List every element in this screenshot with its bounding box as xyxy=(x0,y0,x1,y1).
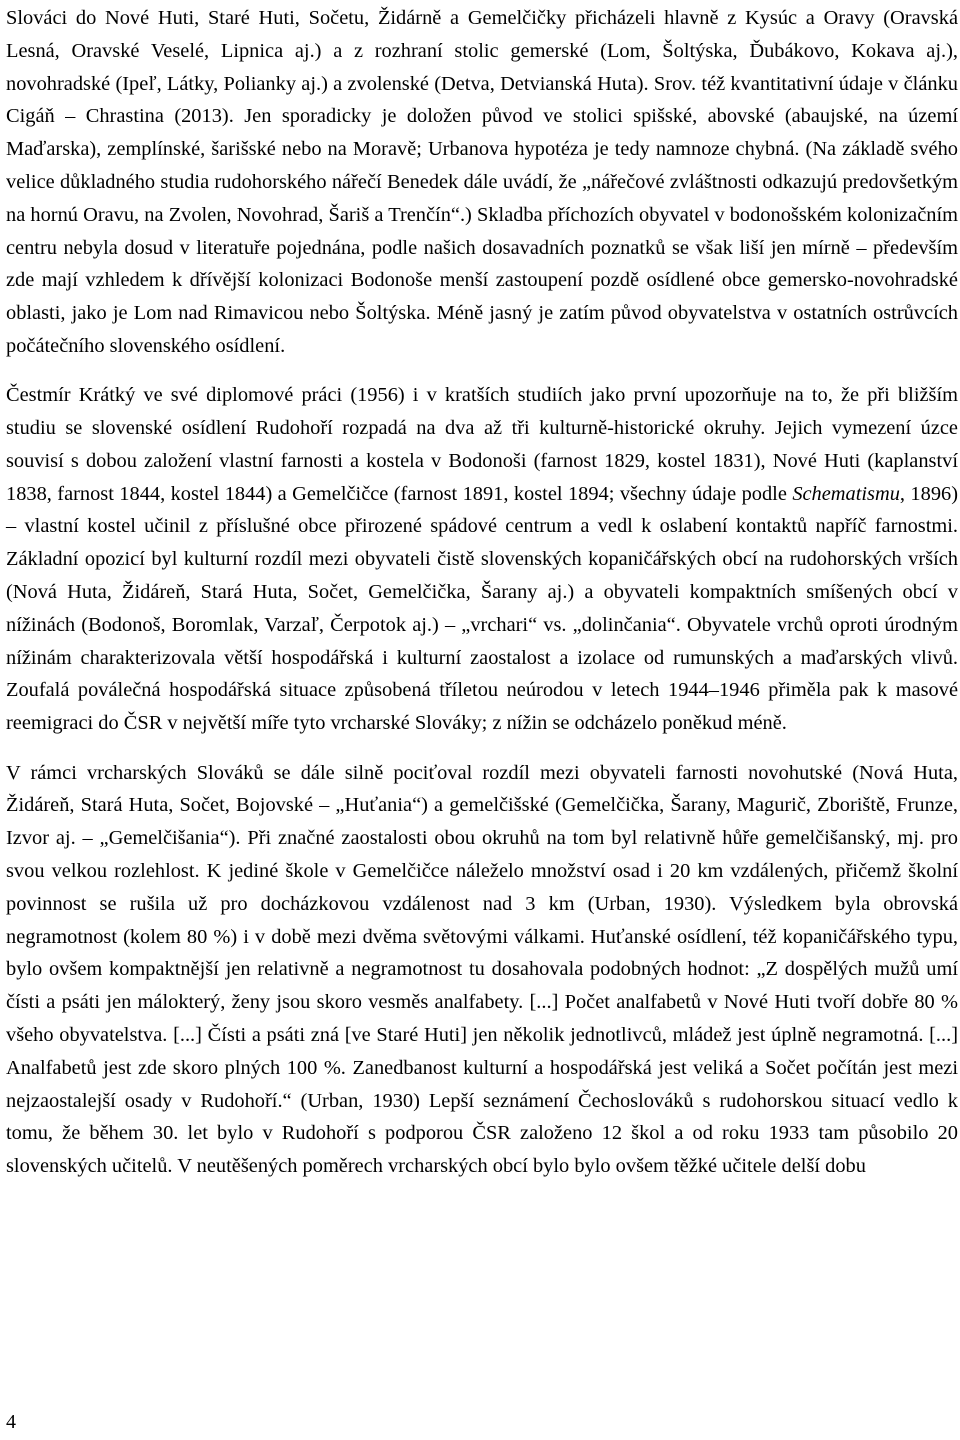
paragraph-1-text: Slováci do Nové Huti, Staré Huti, Sočetu, Židárně a Gemelčičky přicházeli hlavně z Kysúc a Oravy (Oravská Lesná, Oravské Veselé, Lipnica aj.) a z rozhraní stolic gemerské (Lom, Šoltýska, Ďubákovo, Kokava aj.), novohradské (Ipeľ, Látky, Polianky aj.) a zvolenské (Detva, Detvianská Huta). Srov. též kvantitativní údaje v článku Cigáň – Chrastina (2013). Jen sporadicky je doložen původ ve stolici spišské, abovské (abaujské, na území Maďarska), zemplínské, šarišské nebo na Moravě; Urbanova hypotéza je tedy namnoze chybná. (Na základě svého velice důkladného studia rudohorského nářečí Benedek dále uvádí, že „nářečové zvláštnosti odkazujú predovšetkým na hornú Oravu, na Zvolen, Novohrad, Šariš a Trenčín“.) Skladba příchozích obyvatel v bodonošském kolonizačním centru nebyla dosud v literatuře pojednána, podle našich dosavadních poznatků se však liší jen mírně – především zde mají vzhledem k dřívější kolonizaci Bodonoše menší zastoupení pozdě osídlené obce gemersko-novohradské oblasti, jako je Lom nad Rimavicou nebo Šoltýska. Méně jasný je zatím původ obyvatelstva v ostatních ostrůvcích počátečního slovenského osídlení. xyxy=(6,7,958,357)
paragraph-1 xyxy=(6,2,958,363)
page-number: 4 xyxy=(6,1411,16,1433)
paragraph-2-italic-title: Schematismu xyxy=(792,482,900,505)
paragraph-2 xyxy=(6,379,958,740)
paragraph-2-text-start: Čestmír Krátký ve své diplomové práci (1956) i v kratších studiích jako první upozorňuje na to, že při bližším studiu se slovenské osídlení Rudohoří rozpadá na dva až tři kulturně-historické okruhy. Jejich vymezení úzce souvisí s dobou založení vlastní farnosti a kostela v Bodonoši (farnost 1829, kostel 1831), Nové Huti (kaplanství 1838, farnost 1844, kostel 1844) a Gemelčičce (farnost 1891, kostel 1894; všechny údaje podle xyxy=(6,384,958,505)
paragraph-2-text-end: , 1896) – vlastní kostel učinil z příslušné obce přirozené spádové centrum a vedl k oslabení kontaktů napříč farnostmi. Základní opozicí byl kulturní rozdíl mezi obyvateli čistě slovenských kopaničářských obcí na rudohorských vrších (Nová Huta, Židáreň, Stará Huta, Sočet, Gemelčička, Šarany aj.) a obyvateli kompaktních smíšených obcí v nížinách (Bodonoš, Boromlak, Varzaľ, Čerpotok aj.) – „vrchari“ vs. „dolinčania“. Obyvatele vrchů oproti úrodným nížinám charakterizovala větší hospodářská i kulturní zaostalost a izolace od rumunských a maďarských vlivů. Zoufalá poválečná hospodářská situace způsobená tříletou neúrodou v letech 1944–1946 přiměla pak k masové reemigraci do ČSR v největší míře tyto vrcharské Slováky; z nížin se odcházelo poněkud méně. xyxy=(6,482,958,735)
paragraph-3 xyxy=(6,757,958,1183)
body-text xyxy=(6,2,958,1199)
paragraph-3-text: V rámci vrcharských Slováků se dále silně pociťoval rozdíl mezi obyvateli farnosti novohutské (Nová Huta, Židáreň, Stará Huta, Sočet, Bojovské – „Huťania“) a gemelčišské (Gemelčička, Šarany, Magurič, Zboriště, Frunze, Izvor aj. – „Gemelčišania“). Při značné zaostalosti obou okruhů na tom byl relativně hůře gemelčišanský, mj. pro svou velkou rozlehlost. K jediné škole v Gemelčičce náleželo množství osad i 20 km vzdálených, přičemž školní povinnost se rušila už pro docházkovou vzdálenost nad 3 km (Urban, 1930). Výsledkem byla obrovská negramotnost (kolem 80 %) i v době mezi dvěma světovými válkami. Huťanské osídlení, též kopaničářského typu, bylo ovšem kompaktnější jen relativně a negramotnost tu dosahovala podobných hodnot: „Z dospělých mužů umí čísti a psáti jen málokterý, ženy jsou skoro vesměs analfabety. [...] Počet analfabetů v Nové Huti tvoří dobře 80 % všeho obyvatelstva. [...] Čísti a psáti zná [ve Staré Huti] jen několik jednotlivců, mládež jest úplně negramotná. [...] Analfabetů jest zde skoro plných 100 %. Zanedbanost kulturní a hospodářská jest veliká a Sočet počítán jest mezi nejzaostalejší osady v Rudohoří.“ (Urban, 1930) Lepší seznámení Čechoslováků s rudohorskou situací vedlo k tomu, že během 30. let bylo v Rudohoří s podporou ČSR založeno 12 škol a od roku 1933 tam působilo 20 slovenských učitelů. V neutěšených poměrech vrcharských obcí bylo bylo ovšem těžké učitele delší dobu xyxy=(6,761,958,1178)
